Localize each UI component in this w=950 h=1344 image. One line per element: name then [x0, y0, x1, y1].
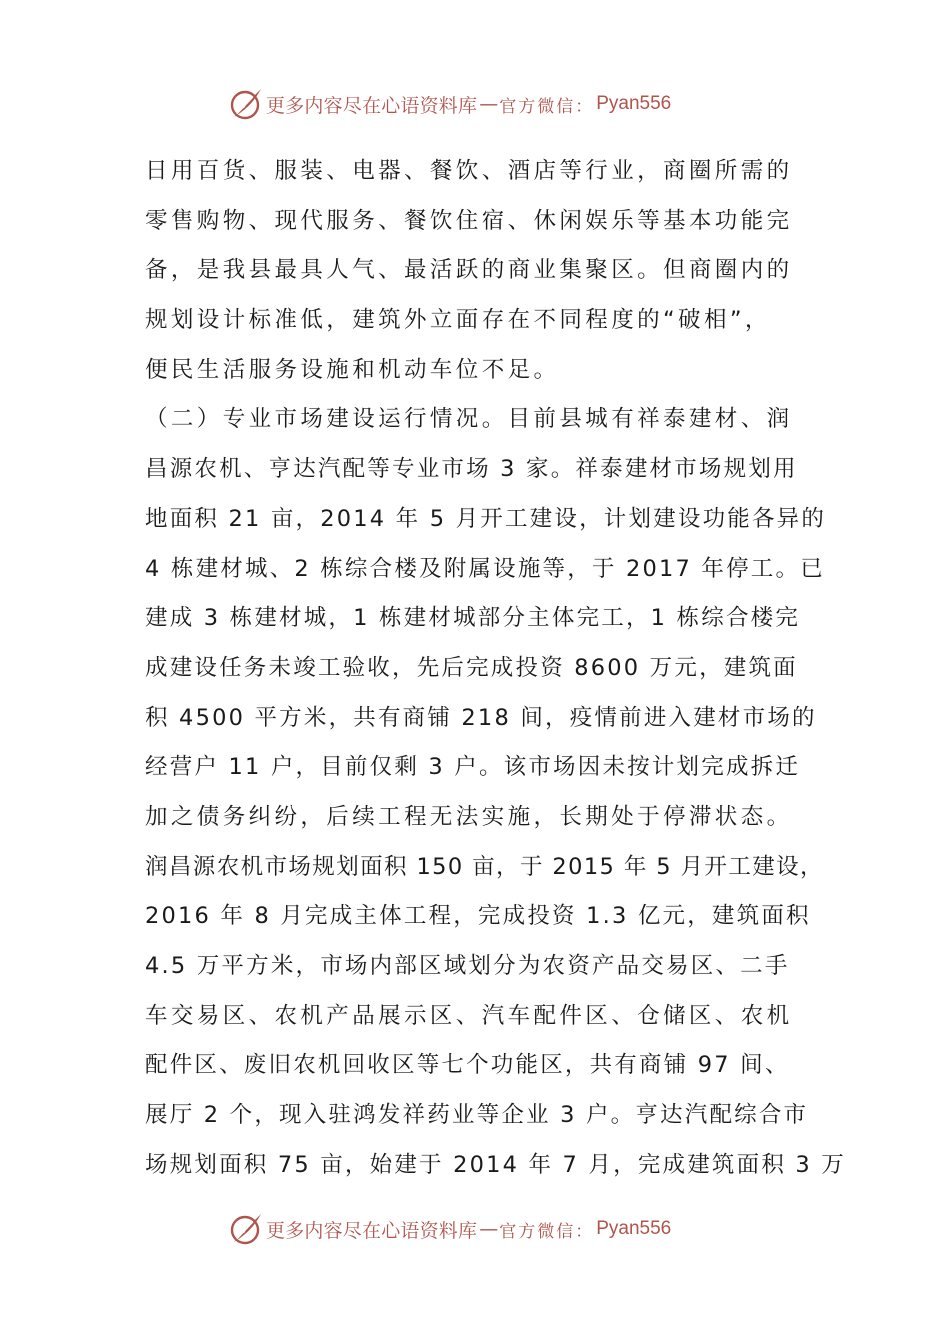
- text-line: 车交易区、农机产品展示区、汽车配件区、仓储区、农机: [145, 1002, 793, 1029]
- text-line: 建成 3 栋建材城，1 栋建材城部分主体完工，1 栋综合楼完: [145, 605, 801, 632]
- text-line: 经营户 11 户，目前仅剩 3 户。该市场因未按计划完成拆迁: [145, 754, 801, 781]
- text-line: 便民生活服务设施和机动车位不足。: [145, 356, 560, 383]
- text-line: 规划设计标准低，建筑外立面存在不同程度的“破相”，: [145, 307, 771, 334]
- text-line: 2016 年 8 月完成主体工程，完成投资 1.3 亿元，建筑面积: [145, 903, 811, 930]
- text-line: 配件区、废旧农机回收区等七个功能区，共有商铺 97 间、: [145, 1052, 790, 1079]
- document-body: [145, 147, 846, 1190]
- watermark-label: 官方微信：: [499, 96, 595, 117]
- text-line: 日用百货、服装、电器、餐饮、酒店等行业，商圈所需的: [145, 158, 793, 184]
- text-line: 加之债务纠纷，后续工程无法实施，长期处于停滞状态。: [145, 803, 793, 830]
- quill-logo-icon: [228, 1211, 264, 1247]
- quill-logo-icon: [228, 86, 264, 122]
- watermark-dash: —: [479, 93, 498, 115]
- watermark-title: 更多内容尽在心语资料库: [266, 94, 478, 117]
- text-line: 4.5 万平方米，市场内部区域划分为农资产品交易区、二手: [145, 953, 790, 979]
- watermark-wechat-id: Pyan556: [596, 1218, 672, 1239]
- watermark-wechat-id: Pyan556: [596, 93, 672, 114]
- text-line: 成建设任务未竣工验收，先后完成投资 8600 万元，建筑面: [145, 654, 798, 681]
- watermark-dash: —: [479, 1218, 498, 1240]
- text-line: 零售购物、现代服务、餐饮住宿、休闲娱乐等基本功能完: [145, 207, 793, 234]
- text-line: 地面积 21 亩，2014 年 5 月开工建设，计划建设功能各异的: [145, 505, 827, 532]
- watermark-header: [228, 86, 671, 122]
- text-line: 昌源农机、亨达汽配等专业市场 3 家。祥泰建材市场规划用: [145, 456, 798, 483]
- text-line: 4 栋建材城、2 栋综合楼及附属设施等，于 2017 年停工。已: [145, 555, 825, 582]
- text-line: 展厅 2 个，现入驻鸿发祥药业等企业 3 户。亨达汽配综合市: [145, 1102, 809, 1129]
- text-line: （二）专业市场建设运行情况。目前县城有祥泰建材、润: [145, 406, 793, 433]
- watermark-footer: [228, 1211, 671, 1247]
- watermark-title: 更多内容尽在心语资料库: [266, 1219, 478, 1242]
- text-line: 备，是我县最具人气、最活跃的商业集聚区。但商圈内的: [145, 257, 793, 284]
- watermark-label: 官方微信：: [499, 1221, 595, 1242]
- text-line: 润昌源农机市场规划面积 150 亩，于 2015 年 5 月开工建设，: [145, 853, 824, 880]
- text-line: 场规划面积 75 亩，始建于 2014 年 7 月，完成建筑面积 3 万: [145, 1151, 846, 1178]
- text-line: 积 4500 平方米，共有商铺 218 间，疫情前进入建材市场的: [145, 704, 817, 731]
